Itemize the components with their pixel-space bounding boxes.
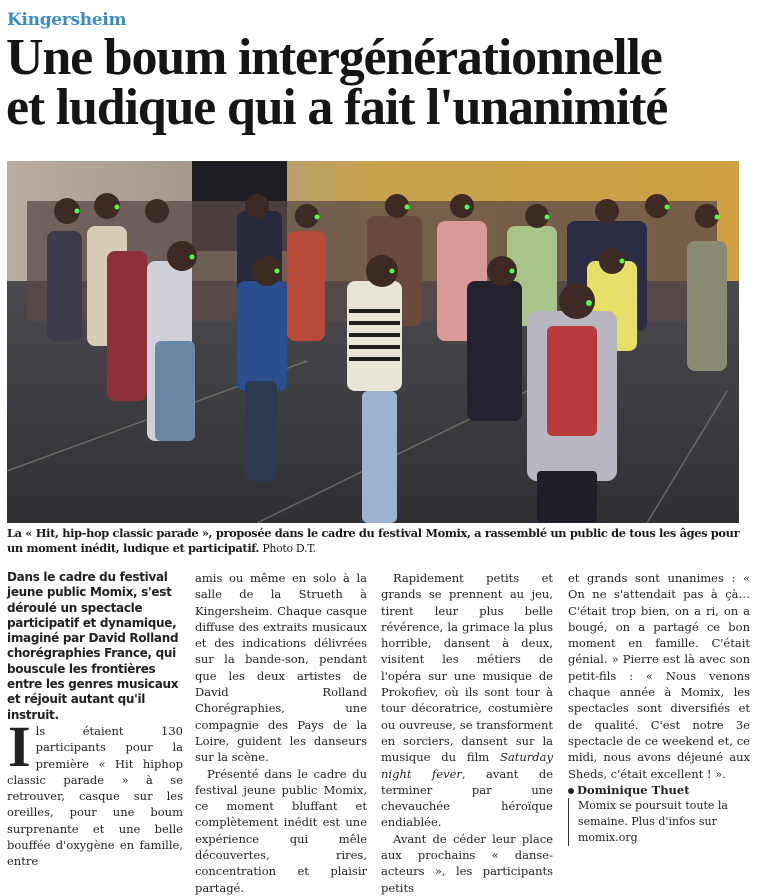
film-title: Saturday night fever (381, 750, 553, 781)
body-paragraph-1-text: ls étaient 130 participants pour la première « Hit hiphop classic parade » à se retrouver, casque sur les oreilles, pour une boum surprenante et une belle bouffée d'oxygène en famille, entre (7, 723, 183, 869)
headline-line-2: et ludique qui a fait l'unanimité (6, 79, 668, 136)
column-1 (7, 570, 183, 870)
photo-credit: Photo D.T. (262, 542, 316, 555)
headline (6, 29, 756, 136)
body-paragraph-3 (381, 570, 553, 831)
photo-illustration (7, 161, 739, 523)
bullet-icon (568, 788, 574, 794)
column-2 (195, 570, 367, 896)
body-paragraph-3-text-b: , avant de terminer par une chevauchée héroïque endiablée. (381, 766, 553, 830)
headline-line-1: Une boum intergénérationnelle (6, 29, 662, 86)
photo-caption (7, 526, 747, 556)
caption-text: La « Hit, hip-hop classic parade », proposée dans le cadre du festival Momix, a rassemblé un public de tous les âges pour un moment inédit, ludique et participatif. (7, 526, 740, 555)
body-paragraph-1 (7, 713, 183, 870)
info-note: Momix se poursuit toute la semaine. Plus d'infos sur momix.org (568, 798, 750, 846)
body-paragraph-1-continued: amis ou même en solo à la salle de la Strueth à Kingersheim. Chaque casque diffuse des extraits musicaux et des indications délivrées sur la bande-son, pendant que les deux artistes de David Rolland Chorégraphies, une compagnie des Pays de la Loire, guident les danseurs sur la scène. (195, 571, 367, 765)
body-paragraph-4: Avant de céder leur place aux prochains « danse-acteurs », les participants petits (381, 831, 553, 895)
author-signature (568, 782, 750, 798)
author-name: Dominique Thuet (577, 782, 690, 797)
column-4 (568, 570, 750, 846)
body-paragraph-3-text-a: Rapidement petits et grands se prennent au jeu, tirent leur plus belle révérence, la grimace la plus horrible, dansent à deux, visitent les métiers de l'opéra sur une musique de Prokofiev, où ils sont tour à tour décoratrice, costumière ou ouvreuse, se transforment en sorciers, dansent sur la musique du film (381, 571, 553, 765)
article-photo (7, 161, 739, 523)
body-paragraph-2: Présenté dans le cadre du festival jeune public Momix, ce moment bluffant et complètement inédit est une expérience qui mêle découvertes, rires, concentration et plaisir partagé. (195, 766, 367, 895)
section-kicker: Kingersheim (7, 10, 127, 30)
body-paragraph-4-continued: et grands sont unanimes : « On ne s'attendait pas à çà… C'était trop bien, on a ri, on a bougé, on a partagé ce bon moment en famille. C'était génial. » Pierre est là avec son petit-fils : « Nous venons chaque année à Momix, les spectacles sont diversifiés et de qualité. C'est notre 3e spectacle de ce weekend et, ce midi, nous avons déjeuné aux Sheds, c'était excellent ! ». (568, 571, 750, 781)
article-lede: Dans le cadre du festival jeune public Momix, s'est déroulé un spectacle participatif et dynamique, imaginé par David Rolland chorégraphies France, qui bouscule les frontières entre les genres musicaux et réjouit autant qu'il instruit. (7, 570, 179, 722)
drop-cap: I (8, 713, 31, 779)
column-3 (381, 570, 553, 896)
